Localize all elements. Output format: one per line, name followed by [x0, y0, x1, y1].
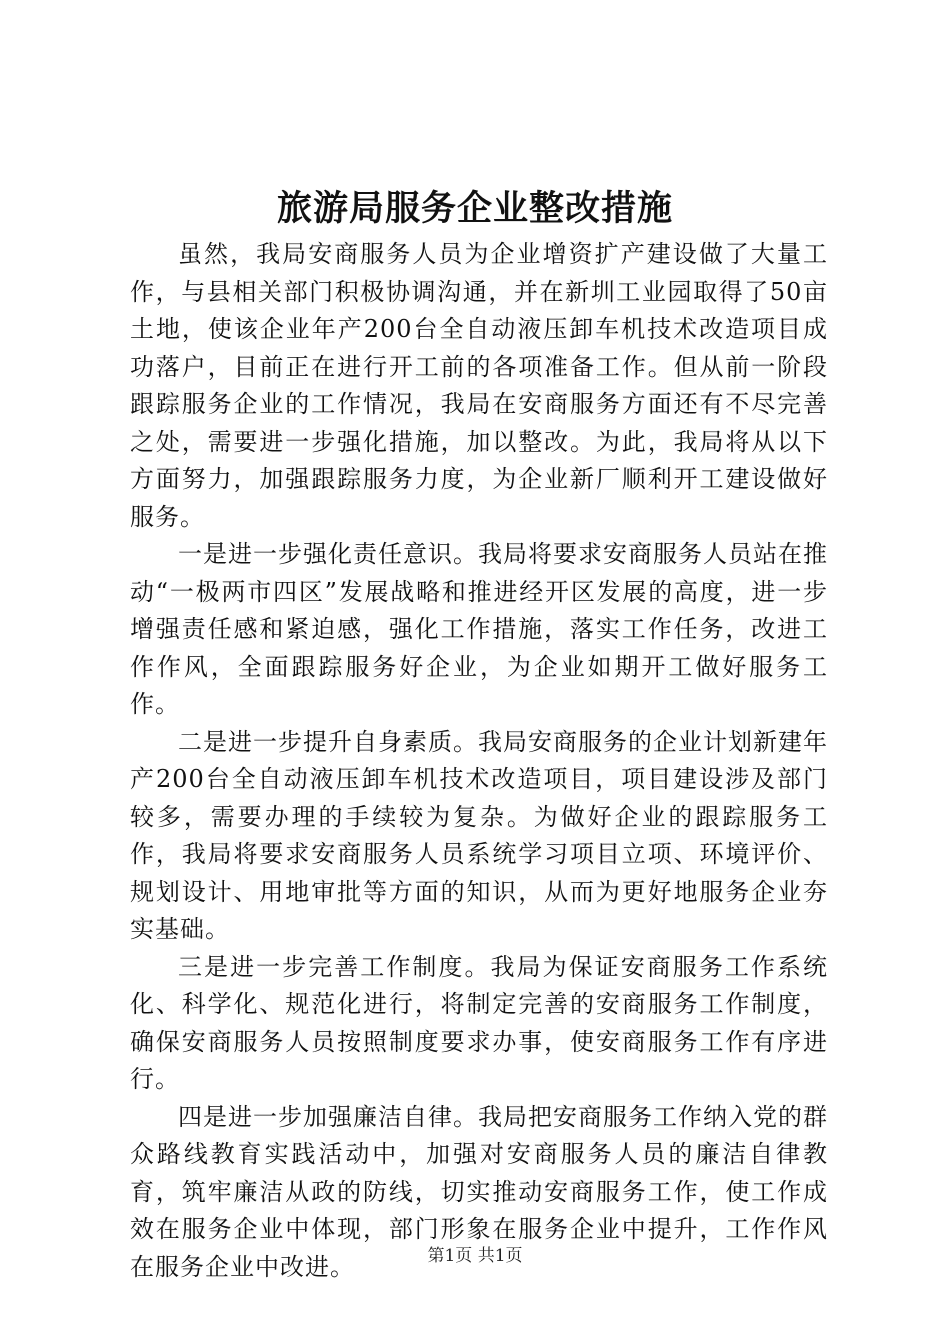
paragraph-system: 三是进一步完善工作制度。我局为保证安商服务工作系统化、科学化、规范化进行，将制定完善的安商服务工作制度，确保安商服务人员按照制度要求办事，使安商服务工作有序进行。 [130, 952, 828, 1093]
paragraph-intro: 虽然，我局安商服务人员为企业增资扩产建设做了大量工作，与县相关部门积极协调沟通，并在新圳工业园取得了50亩土地，使该企业年产200台全自动液压卸车机技术改造项目成功落户，目前正在进行开工前的各项准备工作。但从前一阶段跟踪服务企业的工作情况，我局在安商服务方面还有不尽完善之处，需要进一步强化措施，加以整改。为此，我局将从以下方面努力，加强跟踪服务力度，为企业新厂顺利开工建设做好服务。 [130, 240, 828, 531]
document-title: 旅游局服务企业整改措施 [276, 188, 673, 229]
page-footer: 第1页 共1页 [427, 1246, 523, 1266]
paragraph-responsibility: 一是进一步强化责任意识。我局将要求安商服务人员站在推动“一极两市四区”发展战略和推进经开区发展的高度，进一步增强责任感和紧迫感，强化工作措施，落实工作任务，改进工作作风，全面跟踪服务好企业，为企业如期开工做好服务工作。 [130, 540, 828, 718]
document-body [130, 236, 828, 1286]
paragraph-integrity: 四是进一步加强廉洁自律。我局把安商服务工作纳入党的群众路线教育实践活动中，加强对安商服务人员的廉洁自律教育，筑牢廉洁从政的防线，切实推动安商服务工作，使工作成效在服务企业中体现，部门形象在服务企业中提升，工作作风在服务企业中改进。 [130, 1102, 828, 1281]
paragraph-quality: 二是进一步提升自身素质。我局安商服务的企业计划新建年产200台全自动液压卸车机技术改造项目，项目建设涉及部门较多，需要办理的手续较为复杂。为做好企业的跟踪服务工作，我局将要求安商服务人员系统学习项目立项、环境评价、规划设计、用地审批等方面的知识，从而为更好地服务企业夯实基础。 [130, 727, 828, 943]
